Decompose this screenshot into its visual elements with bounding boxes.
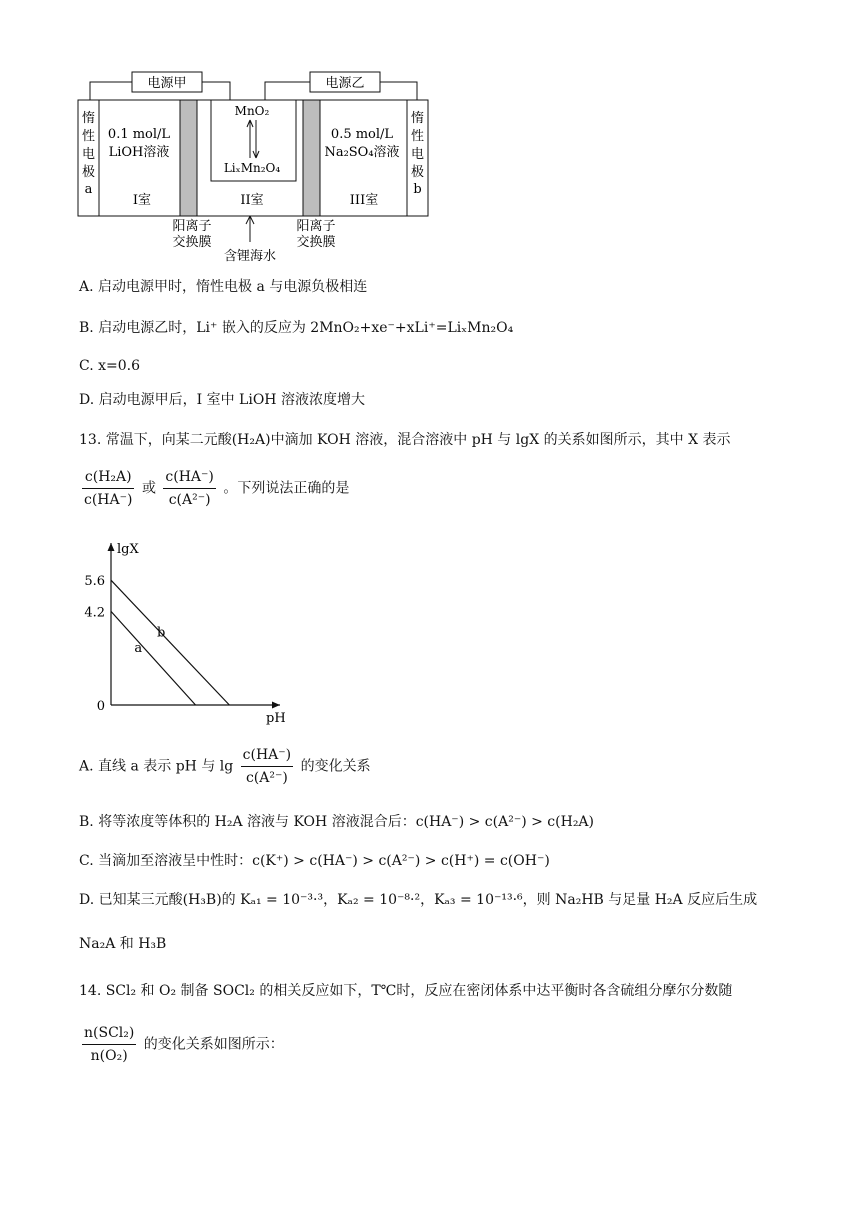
q13-fraction-1 bbox=[82, 466, 134, 511]
room2-bottom-species: LiₓMn₂O₄ bbox=[223, 161, 281, 175]
power-b-label: 电源乙 bbox=[325, 76, 365, 91]
membrane-right-bar bbox=[303, 100, 320, 216]
q14-fraction bbox=[82, 1022, 136, 1067]
room3-concentration: 0.5 mol/L bbox=[330, 127, 394, 142]
q14-stem-fraction-line bbox=[79, 1022, 284, 1067]
q13-option-a-prefix: A. 直线 a 表示 pH 与 lg bbox=[79, 758, 234, 775]
electrode-b-char-1: 惰 bbox=[410, 111, 425, 126]
inlet-label: 含锂海水 bbox=[223, 249, 277, 264]
q13-fraction-1-denominator: c(HA⁻) bbox=[84, 492, 133, 508]
q13-fraction-1-numerator: c(H₂A) bbox=[82, 466, 134, 489]
y-tick-label-2: 0 bbox=[96, 699, 105, 714]
q12-option-b-prefix: B. 启动电源乙时， bbox=[79, 320, 197, 336]
room1-label: I室 bbox=[132, 193, 152, 208]
q13-option-a-suffix: 的变化关系 bbox=[300, 758, 371, 775]
series-line-b bbox=[111, 580, 229, 705]
membrane-left-bar bbox=[180, 100, 197, 216]
membrane-right-line1: 阳离子 bbox=[296, 219, 336, 234]
y-axis-label: lgX bbox=[117, 542, 139, 557]
q13-option-c: C. 当滴加至溶液呈中性时：c(K⁺) > c(HA⁻) > c(A²⁻) > c(H⁺) = c(OH⁻) bbox=[79, 853, 550, 869]
room3-label: III室 bbox=[349, 193, 379, 208]
q13-option-b: B. 将等浓度等体积的 H₂A 溶液与 KOH 溶液混合后：c(HA⁻) > c(A²⁻) > c(H₂A) bbox=[79, 814, 594, 830]
power-a-label: 电源甲 bbox=[147, 76, 187, 91]
y-axis-arrow bbox=[108, 543, 115, 551]
room1-concentration: 0.1 mol/L bbox=[107, 127, 171, 142]
electrode-b-char-3: 电 bbox=[410, 147, 425, 162]
membrane-left-line1: 阳离子 bbox=[172, 219, 212, 234]
q13-fraction-2-numerator: c(HA⁻) bbox=[163, 466, 215, 489]
q12-option-c: C. x=0.6 bbox=[79, 358, 141, 374]
q13-or: 或 bbox=[141, 480, 156, 497]
q13-option-a-fraction bbox=[241, 744, 293, 789]
y-tick-label-1: 4.2 bbox=[84, 605, 105, 621]
series-label-a: a bbox=[134, 641, 143, 657]
q13-option-a-denominator: c(A²⁻) bbox=[245, 770, 288, 786]
electrode-a-char-4: 极 bbox=[81, 165, 96, 180]
room2-label: II室 bbox=[240, 193, 264, 208]
q13-fraction-2-denominator: c(A²⁻) bbox=[168, 492, 211, 508]
x-axis-arrow bbox=[272, 702, 280, 709]
q13-option-a-numerator: c(HA⁻) bbox=[241, 744, 293, 767]
x-axis-label: pH bbox=[266, 711, 286, 725]
q13-x-definition bbox=[79, 466, 349, 511]
q13-fraction-2 bbox=[163, 466, 215, 511]
q12-option-b-middle: 嵌入的反应为 bbox=[217, 320, 311, 336]
q13-option-d-line1: D. 已知某三元酸(H₃B)的 Kₐ₁ = 10⁻³·³，Kₐ₂ = 10⁻⁸·²，Kₐ₃ = 10⁻¹³·⁶，则 Na₂HB 与足量 H₂A 反应后生成 bbox=[79, 892, 758, 908]
electrode-a-char-2: 性 bbox=[81, 129, 96, 144]
electrode-b-char-2: 性 bbox=[410, 129, 425, 144]
q14-fraction-denominator: n(O₂) bbox=[90, 1048, 128, 1064]
room3-solution: Na₂SO₄溶液 bbox=[324, 145, 400, 160]
electrode-b-char-5: b bbox=[413, 182, 422, 197]
y-tick-label-0: 5.6 bbox=[84, 574, 105, 590]
electrolysis-cell-diagram bbox=[60, 66, 440, 270]
electrode-b-char-4: 极 bbox=[410, 165, 425, 180]
electrode-a-char-3: 电 bbox=[81, 147, 96, 162]
q14-stem-tail: 的变化关系如图所示： bbox=[143, 1036, 284, 1053]
series-label-b: b bbox=[157, 625, 166, 641]
q14-fraction-numerator: n(SCl₂) bbox=[82, 1022, 136, 1045]
q12-option-b-ion: Li⁺ bbox=[196, 320, 218, 336]
q12-option-b-equation: 2MnO₂+xe⁻+xLi⁺=LiₓMn₂O₄ bbox=[310, 320, 514, 336]
q13-stem-tail: 。下列说法正确的是 bbox=[223, 480, 350, 497]
q13-option-d-line2: Na₂A 和 H₃B bbox=[79, 936, 167, 952]
membrane-right-line2: 交换膜 bbox=[296, 235, 336, 250]
electrode-a-char-5: a bbox=[84, 182, 93, 197]
q12-option-d: D. 启动电源甲后，I 室中 LiOH 溶液浓度增大 bbox=[79, 392, 365, 408]
membrane-left-line2: 交换膜 bbox=[172, 235, 212, 250]
q13-option-a bbox=[79, 744, 371, 789]
q12-option-a: A. 启动电源甲时，惰性电极 a 与电源负极相连 bbox=[79, 279, 368, 295]
room1-solution: LiOH溶液 bbox=[108, 145, 170, 160]
lgx-ph-chart bbox=[80, 535, 300, 725]
q14-stem: 14. SCl₂ 和 O₂ 制备 SOCl₂ 的相关反应如下，T℃时，反应在密闭体系中达平衡时各含硫组分摩尔分数随 bbox=[79, 983, 733, 999]
q12-option-b bbox=[79, 318, 513, 338]
room2-top-species: MnO₂ bbox=[234, 104, 270, 118]
q13-stem: 13. 常温下，向某二元酸(H₂A)中滴加 KOH 溶液，混合溶液中 pH 与 lgX 的关系如图所示，其中 X 表示 bbox=[79, 432, 731, 448]
electrode-a-char-1: 惰 bbox=[81, 111, 96, 126]
